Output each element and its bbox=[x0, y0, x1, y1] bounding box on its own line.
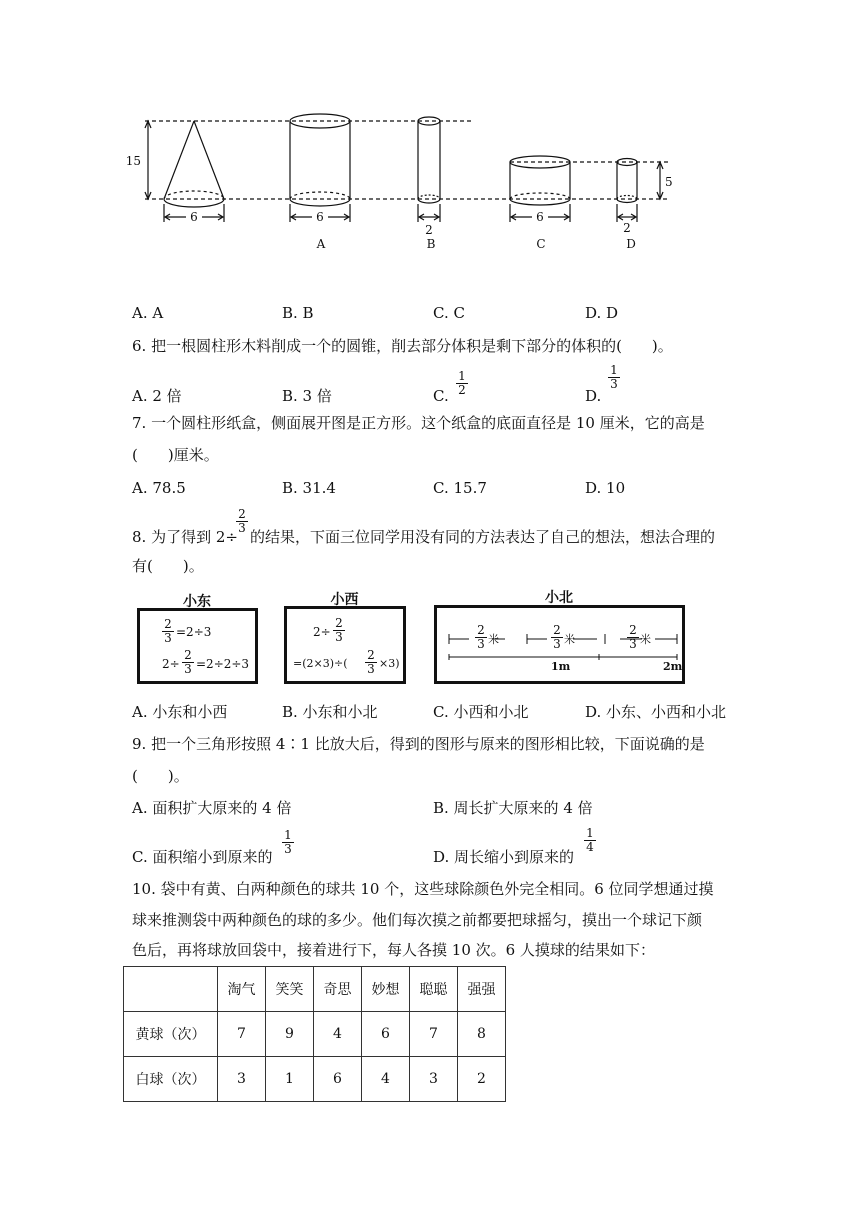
shape-name-b: B bbox=[426, 237, 436, 251]
fraction-numerator: 2 bbox=[236, 508, 248, 522]
table-cell: 8 bbox=[458, 1012, 506, 1057]
solids-figure bbox=[0, 100, 868, 260]
fraction-denominator: 3 bbox=[184, 662, 192, 676]
q10-stem-line2: 球来推测袋中两种颜色的球的多少。他们每次摸之前都要把球摇匀，摸出一个球记下颜 bbox=[132, 911, 703, 929]
table-row bbox=[124, 1012, 506, 1057]
table-cell: 7 bbox=[218, 1012, 266, 1057]
fraction-denominator: 3 bbox=[335, 630, 343, 644]
xiaobei-seg3-unit: 米 bbox=[640, 633, 651, 646]
xiaobei-seg1-unit: 米 bbox=[488, 633, 499, 646]
fraction-denominator: 4 bbox=[586, 840, 594, 854]
table-row-label: 白球（次） bbox=[124, 1057, 218, 1102]
table-header-cell: 妙想 bbox=[362, 967, 410, 1012]
fraction-numerator: 2 bbox=[475, 624, 487, 638]
q6-option-c[interactable]: C. bbox=[433, 387, 449, 405]
q7-stem-line2: ( )厘米。 bbox=[132, 446, 219, 464]
q6-option-c-fraction bbox=[456, 370, 468, 397]
table-header-cell: 淘气 bbox=[218, 967, 266, 1012]
box-xiaodong-title: 小东 bbox=[183, 594, 211, 610]
table-cell: 9 bbox=[266, 1012, 314, 1057]
xiaoxi-row2-fraction bbox=[365, 649, 377, 676]
q6-option-d[interactable]: D. bbox=[585, 387, 602, 405]
table-row bbox=[124, 1057, 506, 1102]
results-table bbox=[123, 966, 506, 1102]
label-b-diameter: 2 bbox=[425, 223, 433, 237]
label-c-diameter: 6 bbox=[536, 210, 544, 224]
fraction-numerator: 2 bbox=[333, 617, 345, 631]
table-cell: 6 bbox=[362, 1012, 410, 1057]
q8-option-b[interactable]: B. 小东和小北 bbox=[282, 703, 378, 721]
xiaoxi-row1-fraction bbox=[333, 617, 345, 644]
table-cell: 6 bbox=[314, 1057, 362, 1102]
table-cell: 2 bbox=[458, 1057, 506, 1102]
q6-option-b[interactable]: B. 3 倍 bbox=[282, 387, 332, 405]
q10-stem-line1: 10. 袋中有黄、白两种颜色的球共 10 个，这些球除颜色外完全相同。6 位同学想通过摸 bbox=[132, 880, 714, 898]
xiaobei-mark-1m: 1m bbox=[551, 660, 571, 673]
q9-option-b[interactable]: B. 周长扩大原来的 4 倍 bbox=[433, 799, 593, 817]
shape-name-d: D bbox=[626, 237, 636, 251]
q9-stem-line1: 9. 把一个三角形按照 4∶1 比放大后，得到的图形与原来的图形相比较，下面说确的是 bbox=[132, 735, 705, 753]
fraction-numerator: 2 bbox=[627, 624, 639, 638]
fraction-denominator: 3 bbox=[164, 631, 172, 645]
xiaodong-row2-text: =2÷2÷3 bbox=[196, 657, 250, 671]
fraction-numerator: 2 bbox=[365, 649, 377, 663]
q7-option-c[interactable]: C. 15.7 bbox=[433, 479, 487, 497]
fraction-numerator: 1 bbox=[584, 827, 596, 841]
fraction-numerator: 2 bbox=[182, 649, 194, 663]
xiaobei-seg2-unit: 米 bbox=[564, 633, 575, 646]
q8-stem-prefix: 8. 为了得到 2÷ bbox=[132, 528, 238, 546]
table-header-cell: 笑笑 bbox=[266, 967, 314, 1012]
q6-stem: 6. 把一根圆柱形木料削成一个的圆锥，削去部分体积是剩下部分的体积的( )。 bbox=[132, 337, 673, 355]
table-cell: 3 bbox=[218, 1057, 266, 1102]
fraction-denominator: 3 bbox=[553, 637, 561, 651]
q5-option-a[interactable]: A. A bbox=[132, 304, 164, 322]
q7-option-a[interactable]: A. 78.5 bbox=[132, 479, 186, 497]
fraction-numerator: 2 bbox=[551, 624, 563, 638]
shape-name-c: C bbox=[536, 237, 546, 251]
table-row-label: 黄球（次） bbox=[124, 1012, 218, 1057]
label-height-15: 15 bbox=[125, 154, 141, 168]
box-xiaodong bbox=[137, 608, 258, 684]
fraction-denominator: 3 bbox=[238, 521, 246, 535]
table-header-cell bbox=[124, 967, 218, 1012]
q8-stem-suffix: 的结果，下面三位同学用没有同的方法表达了自己的想法，想法合理的 bbox=[250, 528, 716, 546]
table-header-cell: 聪聪 bbox=[410, 967, 458, 1012]
fraction-denominator: 3 bbox=[367, 662, 375, 676]
fraction-numerator: 1 bbox=[282, 829, 294, 843]
xiaobei-mark-2m: 2m bbox=[663, 660, 683, 673]
q9-option-c[interactable]: C. 面积缩小到原来的 bbox=[132, 848, 273, 866]
table-cell: 3 bbox=[410, 1057, 458, 1102]
table-cell: 1 bbox=[266, 1057, 314, 1102]
q5-option-d[interactable]: D. D bbox=[585, 304, 619, 322]
q5-option-c[interactable]: C. C bbox=[433, 304, 465, 322]
xiaodong-row1-text: =2÷3 bbox=[176, 625, 212, 639]
table-cell: 4 bbox=[314, 1012, 362, 1057]
table-header-cell: 强强 bbox=[458, 967, 506, 1012]
xiaodong-row2-fraction bbox=[182, 649, 194, 676]
xiaodong-row2-prefix: 2÷ bbox=[162, 657, 180, 671]
fraction-denominator: 3 bbox=[477, 637, 485, 651]
table-header-cell: 奇思 bbox=[314, 967, 362, 1012]
xiaoxi-row2-prefix: =(2×3)÷( bbox=[293, 657, 348, 670]
q8-option-c[interactable]: C. 小西和小北 bbox=[433, 703, 529, 721]
q8-option-a[interactable]: A. 小东和小西 bbox=[132, 703, 228, 721]
fraction-numerator: 1 bbox=[608, 364, 620, 378]
q9-option-c-fraction bbox=[282, 829, 294, 856]
q9-option-d[interactable]: D. 周长缩小到原来的 bbox=[433, 848, 575, 866]
xiaobei-seg1-fraction bbox=[475, 624, 487, 651]
label-d-diameter: 2 bbox=[623, 221, 631, 235]
box-xiaobei bbox=[434, 605, 685, 684]
q7-option-b[interactable]: B. 31.4 bbox=[282, 479, 336, 497]
xiaobei-seg3-fraction bbox=[627, 624, 639, 651]
shape-name-a: A bbox=[316, 237, 326, 251]
q8-stem-fraction bbox=[236, 508, 248, 535]
table-header-row bbox=[124, 967, 506, 1012]
label-height-5: 5 bbox=[665, 175, 673, 189]
q6-option-a[interactable]: A. 2 倍 bbox=[132, 387, 182, 405]
xiaoxi-row1-prefix: 2÷ bbox=[313, 625, 331, 639]
box-xiaoxi bbox=[284, 606, 406, 684]
q5-option-b[interactable]: B. B bbox=[282, 304, 314, 322]
q10-stem-line3: 色后，再将球放回袋中，接着进行下，每人各摸 10 次。6 人摸球的结果如下： bbox=[132, 941, 655, 959]
q8-stem-line2: 有( )。 bbox=[132, 557, 204, 575]
xiaodong-row1-fraction bbox=[162, 618, 174, 645]
label-cone-diameter: 6 bbox=[190, 210, 198, 224]
fraction-numerator: 2 bbox=[162, 618, 174, 632]
fraction-denominator: 3 bbox=[629, 637, 637, 651]
q9-stem-line2: ( )。 bbox=[132, 767, 189, 785]
table-cell: 7 bbox=[410, 1012, 458, 1057]
fraction-denominator: 3 bbox=[610, 377, 618, 391]
q7-option-d[interactable]: D. 10 bbox=[585, 479, 626, 497]
q6-option-d-fraction bbox=[608, 364, 620, 391]
box-xiaobei-title: 小北 bbox=[545, 590, 573, 606]
table-cell: 4 bbox=[362, 1057, 410, 1102]
fraction-denominator: 3 bbox=[284, 842, 292, 856]
fraction-denominator: 2 bbox=[458, 383, 466, 397]
box-xiaoxi-title: 小西 bbox=[330, 592, 359, 608]
q9-option-d-fraction bbox=[584, 827, 596, 854]
q8-option-d[interactable]: D. 小东、小西和小北 bbox=[585, 703, 727, 721]
q7-stem-line1: 7. 一个圆柱形纸盒，侧面展开图是正方形。这个纸盒的底面直径是 10 厘米，它的高是 bbox=[132, 414, 705, 432]
label-a-diameter: 6 bbox=[316, 210, 324, 224]
fraction-numerator: 1 bbox=[456, 370, 468, 384]
xiaoxi-row2-suffix: ×3) bbox=[379, 657, 400, 670]
q9-option-a[interactable]: A. 面积扩大原来的 4 倍 bbox=[132, 799, 292, 817]
xiaobei-seg2-fraction bbox=[551, 624, 563, 651]
